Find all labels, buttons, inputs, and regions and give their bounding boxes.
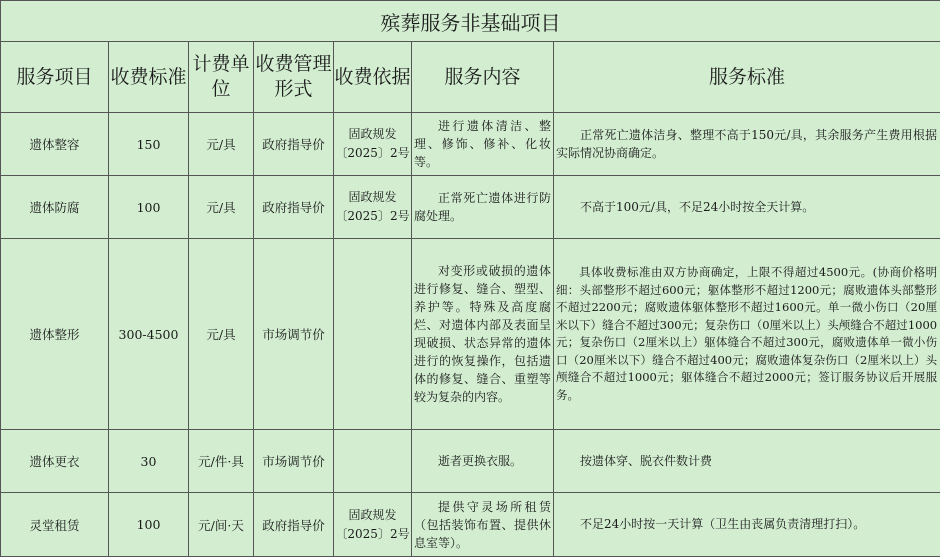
table-row	[1, 239, 940, 430]
basis-line-1: 固政规发	[348, 190, 397, 204]
mgmt-cell: 市场调节价	[254, 430, 334, 493]
fee-cell: 150	[109, 113, 189, 176]
basis-cell	[334, 113, 412, 176]
content-cell: 逝者更换衣服。	[412, 430, 554, 493]
unit-cell: 元/具	[189, 113, 254, 176]
header-mgmt: 收费管理形式	[254, 42, 334, 113]
basis-line-1: 固政规发	[348, 507, 397, 522]
standard-cell: 不高于100元/具，不足24小时按全天计算。	[554, 176, 940, 239]
header-item: 服务项目	[1, 42, 109, 113]
basis-line-1: 固政规发	[348, 127, 397, 141]
mgmt-cell: 政府指导价	[254, 493, 334, 557]
basis-cell	[334, 239, 412, 430]
header-unit: 计费单位	[189, 42, 254, 113]
header-standard: 服务标准	[554, 42, 940, 113]
content-cell: 进行遗体清洁、整理、修饰、修补、化妆等。	[412, 113, 554, 176]
header-content: 服务内容	[412, 42, 554, 113]
basis-line-2: 〔2025〕2号	[335, 209, 410, 223]
basis-cell	[334, 493, 412, 557]
content-cell: 对变形或破损的遗体进行修复、缝合、塑型、养护等。特殊及高度腐烂、对遗体内部及表面呈现破损、状态异常的遗体进行的恢复操作，包括遗体的修复、缝合、重塑等较为复杂的内容。	[412, 239, 554, 430]
fee-cell: 300-4500	[109, 239, 189, 430]
standard-cell: 正常死亡遗体洁身、整理不高于150元/具，其余服务产生费用根据实际情况协商确定。	[554, 113, 940, 176]
item-cell: 遗体整容	[1, 113, 109, 176]
item-cell: 灵堂租赁	[1, 493, 109, 557]
item-cell: 遗体防腐	[1, 176, 109, 239]
item-cell: 遗体整形	[1, 239, 109, 430]
unit-cell: 元/间·天	[189, 493, 254, 557]
standard-cell: 按遗体穿、脱衣件数计费	[554, 430, 940, 493]
standard-cell: 具体收费标准由双方协商确定，上限不得超过4500元。(协商价格明细：头部整形不超过600元；躯体整形不超过1200元；腐败遗体头部整形不超过2200元；腐败遗体躯体整形不超过1600元。单一微小伤口（20厘米以下）缝合不超过300元；复杂伤口（0厘米以上）头颅缝合不超过1000元；复杂伤口（2厘米以上）躯体缝合不超过300元，腐败遗体单一微小伤口（20厘米以下）缝合不超过400元；腐败遗体复杂伤口（2厘米以上）头颅缝合不超过1000元；躯体缝合不超过2000元；签订服务协议后开展服务。	[554, 239, 940, 430]
basis-cell	[334, 176, 412, 239]
header-basis: 收费依据	[334, 42, 412, 113]
basis-line-2: 〔2025〕2号	[335, 526, 410, 541]
fee-cell: 100	[109, 176, 189, 239]
table-row	[1, 113, 940, 176]
basis-cell	[334, 430, 412, 493]
fee-cell: 100	[109, 493, 189, 557]
table-row	[1, 493, 940, 557]
mgmt-cell: 市场调节价	[254, 239, 334, 430]
header-row	[1, 42, 940, 113]
item-cell: 遗体更衣	[1, 430, 109, 493]
mgmt-cell: 政府指导价	[254, 176, 334, 239]
unit-cell: 元/具	[189, 239, 254, 430]
header-fee: 收费标准	[109, 42, 189, 113]
mgmt-cell: 政府指导价	[254, 113, 334, 176]
fee-cell: 30	[109, 430, 189, 493]
basis-line-2: 〔2025〕2号	[335, 146, 410, 160]
standard-cell: 不足24小时按一天计算（卫生由丧属负责清理打扫）。	[554, 493, 940, 557]
content-cell: 提供守灵场所租赁（包括装饰布置、提供休息室等）。	[412, 493, 554, 557]
unit-cell: 元/具	[189, 176, 254, 239]
unit-cell: 元/件·具	[189, 430, 254, 493]
table-row	[1, 176, 940, 239]
table-row	[1, 430, 940, 493]
content-cell: 正常死亡遗体进行防腐处理。	[412, 176, 554, 239]
table-title: 殡葬服务非基础项目	[1, 1, 940, 42]
